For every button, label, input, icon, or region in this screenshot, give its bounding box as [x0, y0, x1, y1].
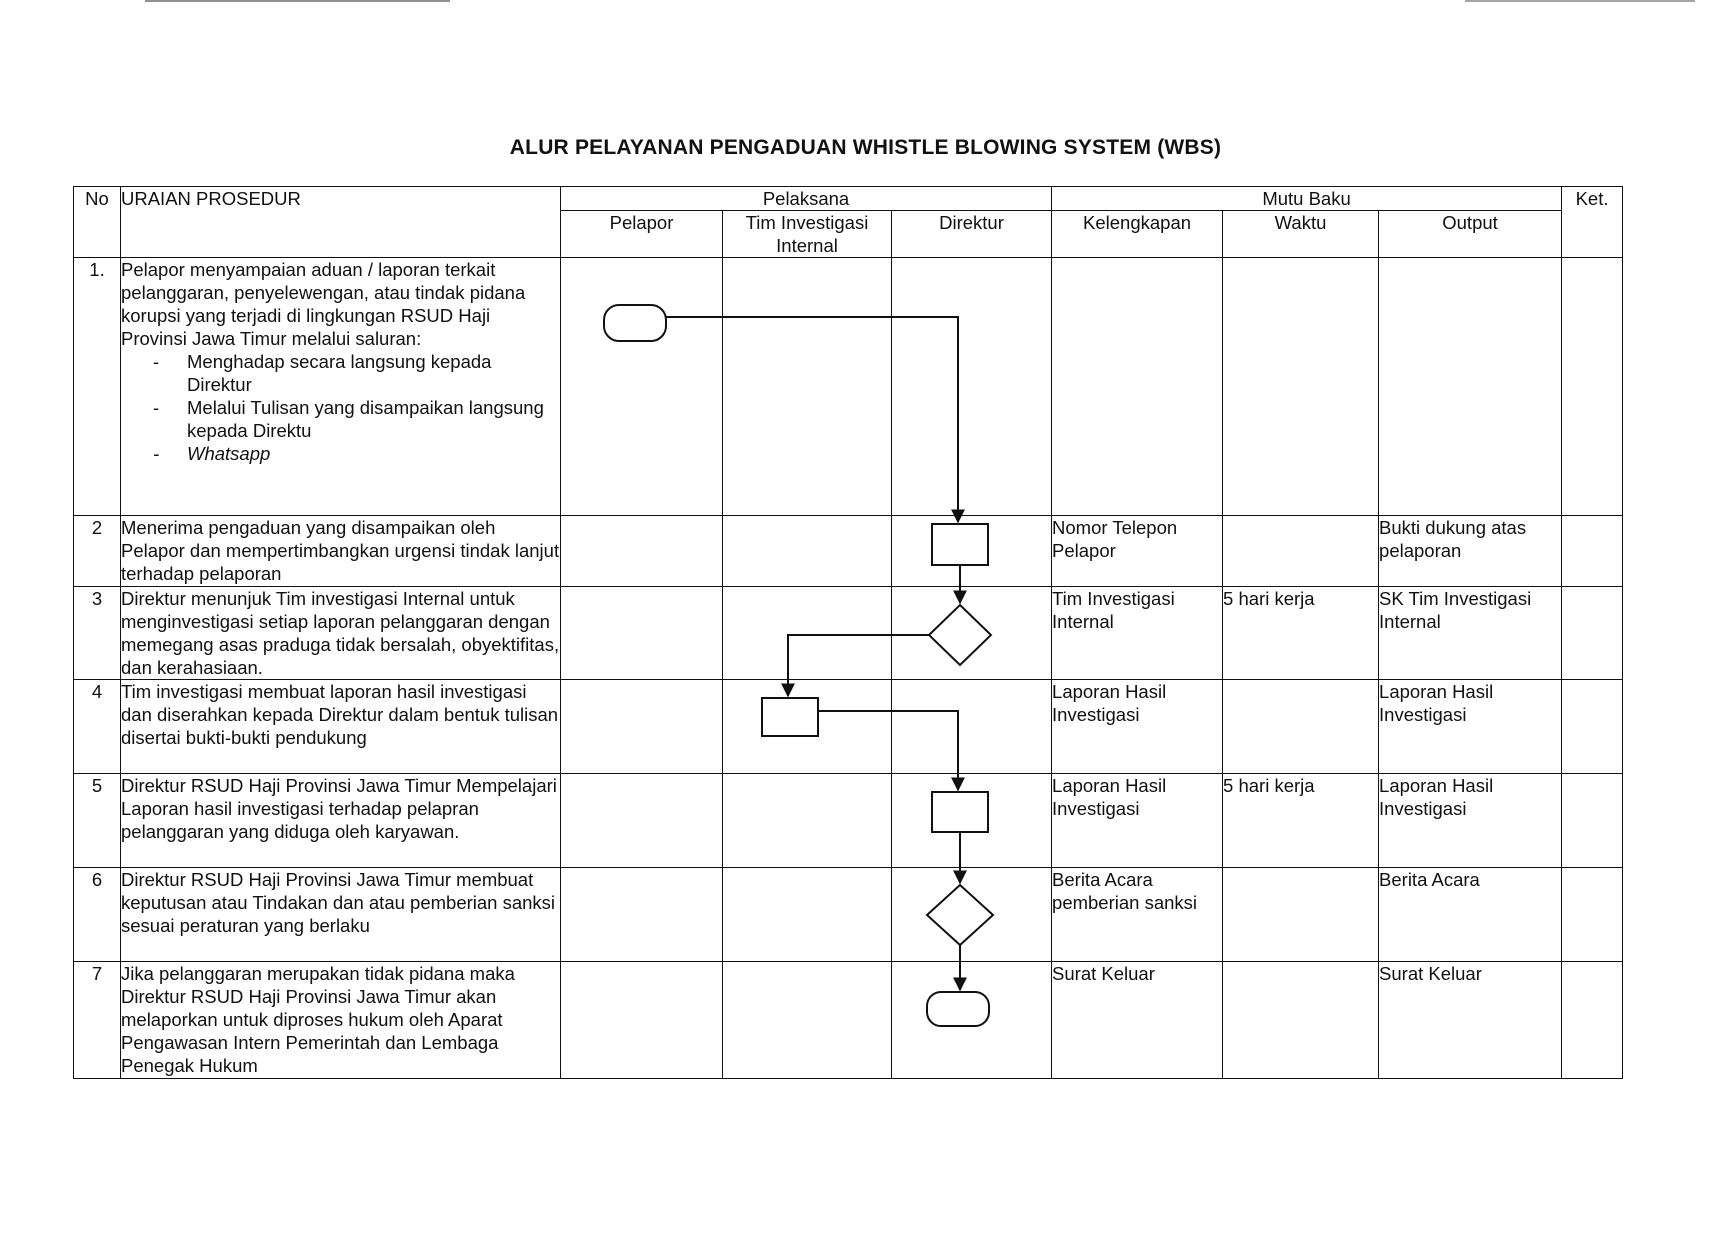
cell-tim — [723, 587, 892, 680]
cell-ket — [1562, 516, 1623, 587]
header-pelapor: Pelapor — [561, 211, 723, 258]
scan-artifact — [145, 0, 450, 2]
table-row — [74, 774, 1623, 868]
cell-waktu — [1223, 962, 1379, 1079]
cell-waktu — [1223, 680, 1379, 774]
row-description-text: Pelapor menyampaian aduan / laporan terkait pelanggaran, penyelewengan, atau tindak pidana korupsi yang terjadi di lingkungan RSUD Haji Provinsi Jawa Timur melalui saluran: — [121, 259, 526, 349]
cell-ket — [1562, 962, 1623, 1079]
cell-direktur — [892, 774, 1052, 868]
cell-pelapor — [561, 962, 723, 1079]
table-row — [74, 868, 1623, 962]
cell-output: Laporan Hasil Investigasi — [1379, 680, 1562, 774]
cell-direktur — [892, 962, 1052, 1079]
header-uraian-prosedur: URAIAN PROSEDUR — [121, 187, 561, 258]
cell-output: Laporan Hasil Investigasi — [1379, 774, 1562, 868]
cell-kelengkapan: Laporan Hasil Investigasi — [1052, 680, 1223, 774]
cell-waktu — [1223, 516, 1379, 587]
cell-output: SK Tim Investigasi Internal — [1379, 587, 1562, 680]
cell-tim — [723, 774, 892, 868]
cell-waktu — [1223, 258, 1379, 516]
header-direktur: Direktur — [892, 211, 1052, 258]
header-pelaksana: Pelaksana — [561, 187, 1052, 211]
cell-pelapor — [561, 587, 723, 680]
cell-tim — [723, 962, 892, 1079]
cell-tim — [723, 680, 892, 774]
list-item: - Whatsapp — [153, 442, 560, 465]
cell-output: Surat Keluar — [1379, 962, 1562, 1079]
cell-ket — [1562, 587, 1623, 680]
cell-direktur — [892, 868, 1052, 962]
cell-pelapor — [561, 258, 723, 516]
cell-kelengkapan: Laporan Hasil Investigasi — [1052, 774, 1223, 868]
header-waktu: Waktu — [1223, 211, 1379, 258]
list-item: - Melalui Tulisan yang disampaikan langsung kepada Direktu — [153, 396, 560, 442]
cell-tim — [723, 516, 892, 587]
row-number: 5 — [74, 774, 121, 868]
row-description: Tim investigasi membuat laporan hasil investigasi dan diserahkan kepada Direktur dalam bentuk tulisan disertai bukti-bukti pendukung — [121, 680, 561, 774]
cell-direktur — [892, 680, 1052, 774]
cell-tim — [723, 258, 892, 516]
cell-direktur — [892, 258, 1052, 516]
list-item: - Menghadap secara langsung kepada Direktur — [153, 350, 560, 396]
row-description: Direktur menunjuk Tim investigasi Internal untuk menginvestigasi setiap laporan pelanggaran dengan memegang asas praduga tidak bersalah, obyektifitas, dan kerahasiaan. — [121, 588, 560, 678]
cell-waktu: 5 hari kerja — [1223, 587, 1379, 680]
channel-list — [121, 350, 560, 465]
row-description: Menerima pengaduan yang disampaikan oleh Pelapor dan mempertimbangkan urgensi tindak lanjut terhadap pelaporan — [121, 516, 561, 587]
cell-output: Bukti dukung atas pelaporan — [1379, 516, 1562, 587]
table-row — [74, 587, 1623, 680]
cell-ket — [1562, 258, 1623, 516]
cell-kelengkapan: Surat Keluar — [1052, 962, 1223, 1079]
header-ket: Ket. — [1562, 187, 1623, 258]
cell-pelapor — [561, 516, 723, 587]
row-number: 3 — [74, 587, 121, 680]
row-description — [121, 258, 561, 516]
table-row — [74, 258, 1623, 516]
header-output: Output — [1379, 211, 1562, 258]
cell-output: Berita Acara — [1379, 868, 1562, 962]
table-row — [74, 680, 1623, 774]
cell-pelapor — [561, 868, 723, 962]
table-row — [74, 962, 1623, 1079]
cell-pelapor — [561, 680, 723, 774]
row-description: Direktur RSUD Haji Provinsi Jawa Timur membuat keputusan atau Tindakan dan atau pemberian sanksi sesuai peraturan yang berlaku — [121, 868, 561, 962]
cell-ket — [1562, 774, 1623, 868]
row-number: 7 — [74, 962, 121, 1079]
header-no: No — [74, 187, 121, 258]
page-title: ALUR PELAYANAN PENGADUAN WHISTLE BLOWING SYSTEM (WBS) — [509, 136, 1222, 159]
row-number: 2 — [74, 516, 121, 587]
cell-kelengkapan: Tim Investigasi Internal — [1052, 587, 1223, 680]
row-number: 6 — [74, 868, 121, 962]
row-number: 4 — [74, 680, 121, 774]
row-description: Direktur RSUD Haji Provinsi Jawa Timur Mempelajari Laporan hasil investigasi terhadap pelapran pelanggaran yang diduga oleh karyawan. — [121, 774, 561, 868]
cell-tim — [723, 868, 892, 962]
cell-kelengkapan: Nomor Telepon Pelapor — [1052, 516, 1223, 587]
cell-output — [1379, 258, 1562, 516]
cell-waktu — [1223, 868, 1379, 962]
header-tim-investigasi: Tim Investigasi Internal — [723, 211, 892, 258]
cell-ket — [1562, 680, 1623, 774]
row-number: 1. — [74, 258, 121, 516]
procedure-table — [73, 186, 1623, 1079]
cell-direktur — [892, 516, 1052, 587]
cell-waktu: 5 hari kerja — [1223, 774, 1379, 868]
cell-kelengkapan: Berita Acara pemberian sanksi — [1052, 868, 1223, 962]
cell-direktur — [892, 587, 1052, 680]
cell-ket — [1562, 868, 1623, 962]
row-description: Jika pelanggaran merupakan tidak pidana maka Direktur RSUD Haji Provinsi Jawa Timur akan melaporkan untuk diproses hukum oleh Aparat Pengawasan Intern Pemerintah dan Lembaga Penegak Hukum — [121, 962, 561, 1079]
table-row — [74, 516, 1623, 587]
scan-artifact — [1465, 0, 1695, 2]
cell-kelengkapan — [1052, 258, 1223, 516]
cell-pelapor — [561, 774, 723, 868]
header-kelengkapan: Kelengkapan — [1052, 211, 1223, 258]
header-mutu-baku: Mutu Baku — [1052, 187, 1562, 211]
